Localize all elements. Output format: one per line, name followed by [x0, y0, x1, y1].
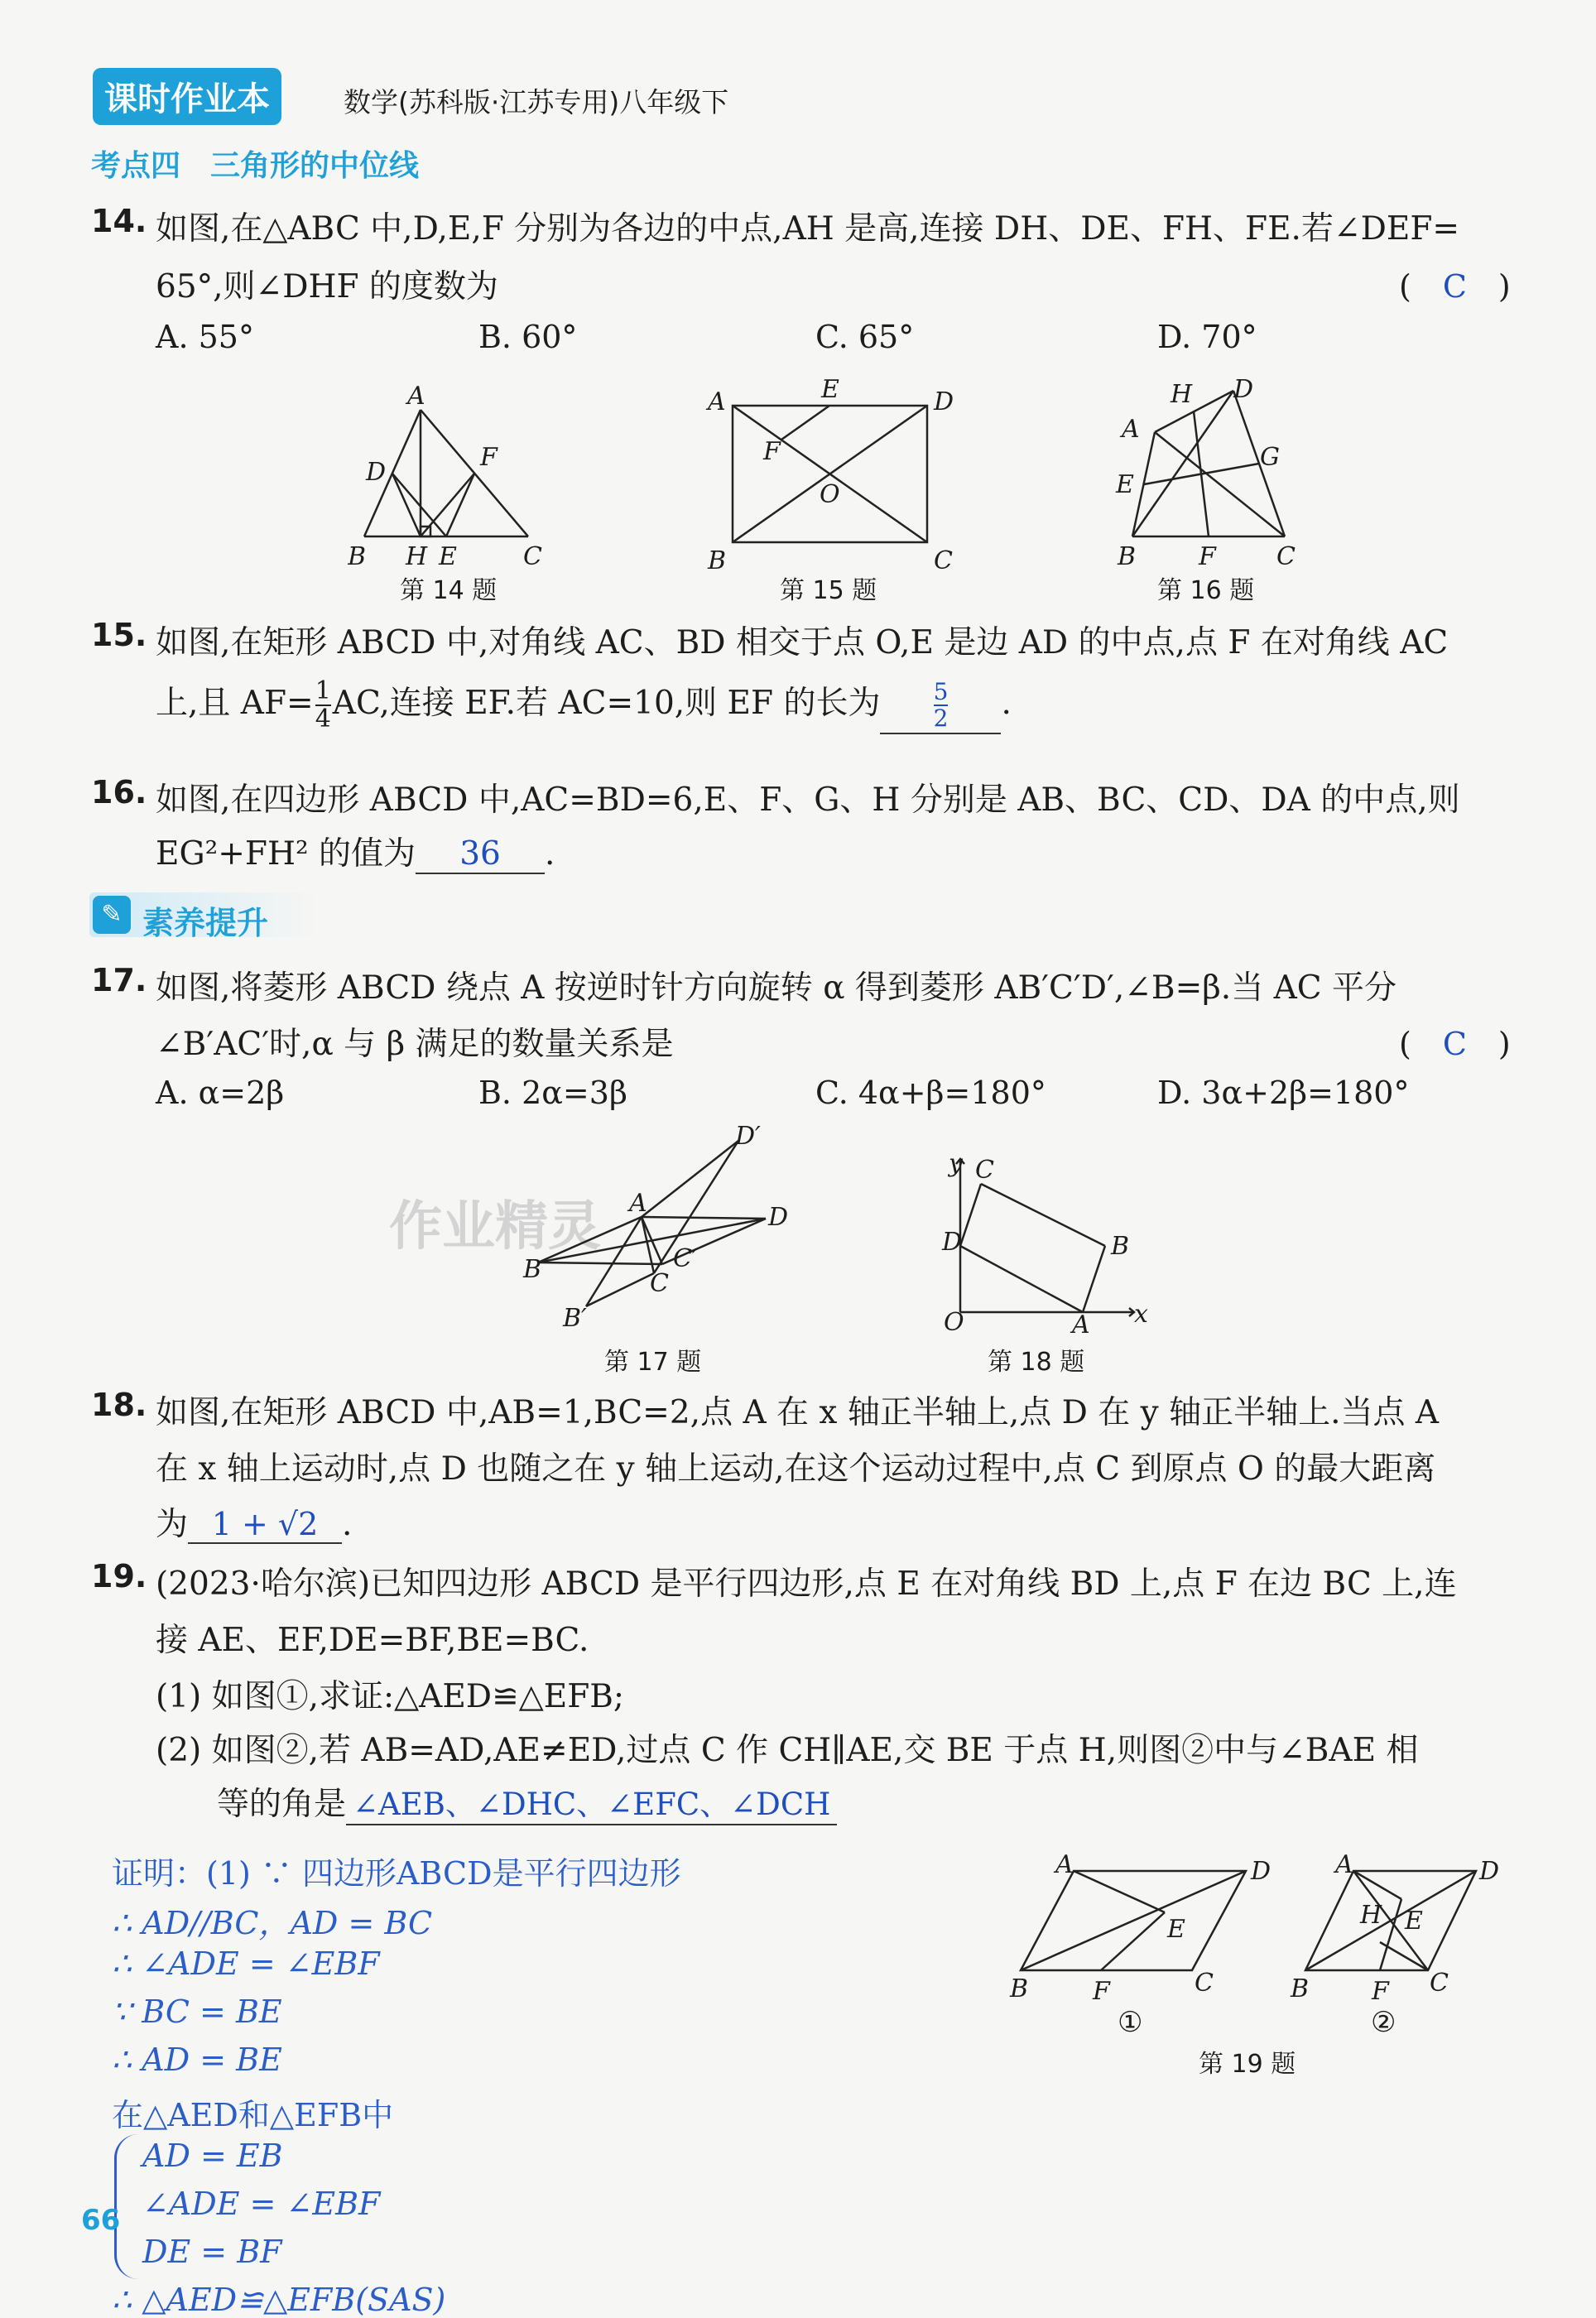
svg-text:D: D: [942, 1228, 963, 1257]
q19-text-1: (2023·哈尔滨)已知四边形 ABCD 是平行四边形,点 E 在对角线 BD 上,点 F 在边 BC 上,连: [156, 1565, 1457, 1603]
q15-text-2b: AC,连接 EF.若 AC=10,则 EF 的长为: [332, 685, 881, 722]
svg-text:C: C: [1276, 542, 1296, 571]
q18-number: 18.: [91, 1387, 147, 1423]
q15-number: 15.: [91, 617, 147, 653]
q14-answer: C: [1442, 268, 1467, 305]
svg-text:A: A: [629, 1189, 647, 1218]
svg-text:B′: B′: [563, 1304, 587, 1333]
figure-18: [935, 1147, 1159, 1341]
caption-14: 第 14 题: [400, 576, 498, 605]
figure-19-2: [1287, 1846, 1502, 2012]
svg-text:D: D: [768, 1203, 789, 1232]
svg-text:x: x: [1134, 1300, 1148, 1329]
svg-text:C: C: [1430, 1969, 1449, 1998]
svg-text:C: C: [975, 1156, 994, 1185]
svg-text:A: A: [1072, 1310, 1090, 1339]
q15-answer-blank: [880, 675, 1001, 734]
svg-text:A: A: [1122, 415, 1140, 444]
svg-text:H: H: [1360, 1901, 1382, 1930]
q15-text-1: 如图,在矩形 ABCD 中,对角线 AC、BD 相交于点 O,E 是边 AD 的中点,点 F 在对角线 AC: [156, 624, 1449, 661]
q14-text-1: 如图,在△ABC 中,D,E,F 分别为各边的中点,AH 是高,连接 DH、DE、FH、FE.若∠DEF=: [156, 210, 1460, 248]
svg-text:A: A: [1055, 1850, 1074, 1879]
q16-end: .: [545, 835, 555, 873]
proof-line-3: ∴ ∠ADE = ∠EBF: [112, 1945, 380, 1982]
figure-17: [513, 1126, 795, 1345]
q14-option-b: B. 60°: [478, 319, 578, 355]
q15-frac-den: 4: [315, 705, 331, 733]
proof-line-5: ∴ AD = BE: [112, 2041, 282, 2078]
q19-text-3-label: 等的角是: [217, 1786, 347, 1823]
svg-text:D: D: [1251, 1857, 1271, 1886]
proof-line-2: ∴ AD//BC，AD = BC: [112, 1905, 433, 1941]
q17-answer-paren: ( C ): [1399, 1026, 1511, 1062]
svg-text:B: B: [1010, 1974, 1029, 2003]
q15-ans-den: 2: [933, 705, 949, 732]
svg-text:G: G: [1260, 443, 1280, 472]
q17-option-c: C. 4α+β=180°: [815, 1075, 1046, 1111]
svg-text:C: C: [1195, 1969, 1214, 1998]
q17-answer: C: [1442, 1026, 1467, 1062]
figure-15: [695, 377, 960, 571]
svg-text:B: B: [1111, 1232, 1130, 1261]
svg-text:F: F: [480, 443, 498, 472]
q18-text-3: [156, 1498, 1513, 1545]
q19-answer: ∠AEB、∠DHC、∠EFC、∠DCH: [346, 1779, 837, 1825]
svg-text:D: D: [934, 387, 954, 416]
svg-text:D: D: [1233, 375, 1254, 404]
svg-text:A: A: [708, 387, 726, 416]
q17-number: 17.: [91, 962, 147, 998]
q18-text-3-label: 为: [156, 1506, 189, 1543]
svg-text:B: B: [348, 542, 367, 571]
brand-text: 课时作业本: [104, 80, 270, 118]
svg-text:C′: C′: [673, 1244, 698, 1273]
section-title-4: 考点四 三角形的中位线: [91, 149, 420, 183]
q19-part-2: (2) 如图②,若 AB=AD,AE≠ED,过点 C 作 CH∥AE,交 BE 于点 H,则图②中与∠BAE 相: [156, 1732, 1419, 1769]
figure-16: [1109, 373, 1316, 571]
q14-text-2: 65°,则∠DHF 的度数为: [156, 268, 498, 305]
svg-text:E: E: [1116, 470, 1134, 499]
q17-text-1: 如图,将菱形 ABCD 绕点 A 按逆时针方向旋转 α 得到菱形 AB′C′D′,∠B=β.当 AC 平分: [156, 969, 1396, 1007]
svg-text:D′: D′: [735, 1126, 761, 1151]
svg-text:y: y: [949, 1149, 963, 1178]
q15-frac-num: 1: [315, 676, 331, 705]
q18-end: .: [342, 1506, 353, 1543]
caption-19: 第 19 题: [1199, 2050, 1296, 2079]
caption-circle-1: ①: [1118, 2006, 1143, 2039]
svg-text:B: B: [523, 1255, 542, 1284]
svg-text:A: A: [1335, 1850, 1353, 1879]
q14-option-a: A. 55°: [156, 319, 254, 355]
q19-text-3: [217, 1778, 1574, 1825]
page-number: 66: [81, 2204, 121, 2237]
svg-text:C: C: [934, 546, 953, 571]
q14-answer-paren: ( C ): [1399, 268, 1511, 305]
figure-19-1: [1006, 1846, 1271, 2012]
pencil-icon: ✎: [93, 896, 131, 934]
svg-text:H: H: [1171, 380, 1193, 409]
svg-text:B: B: [1291, 1974, 1310, 2003]
q19-part-1: (1) 如图①,求证:△AED≌△EFB;: [156, 1678, 625, 1715]
figure-14: [348, 381, 563, 571]
q19-text-2: 接 AE、EF,DE=BF,BE=BC.: [156, 1622, 589, 1659]
q19-number: 19.: [91, 1558, 147, 1594]
q15-text-2: [156, 675, 1513, 734]
caption-18: 第 18 题: [988, 1348, 1085, 1377]
watermark: 作业精灵: [389, 1196, 601, 1258]
q14-number: 14.: [91, 203, 147, 239]
proof-line-8: ∠ADE = ∠EBF: [142, 2186, 381, 2222]
svg-text:O: O: [944, 1308, 964, 1337]
caption-16: 第 16 题: [1157, 576, 1255, 605]
q14-option-d: D. 70°: [1157, 319, 1257, 355]
proof-line-4: ∵ BC = BE: [112, 1993, 282, 2030]
svg-text:C: C: [523, 542, 542, 571]
caption-15: 第 15 题: [780, 576, 877, 605]
svg-text:D: D: [366, 458, 387, 487]
proof-line-1: 证明：(1) ∵ 四边形ABCD是平行四边形: [112, 1855, 681, 1892]
q15-text-2a: 上,且 AF=: [156, 685, 314, 722]
proof-line-7: AD = EB: [142, 2138, 283, 2174]
q15-answer-fraction: [934, 680, 949, 731]
q16-number: 16.: [91, 774, 147, 810]
svg-text:O: O: [820, 480, 840, 509]
svg-text:B: B: [708, 546, 727, 571]
proof-line-9: DE = BF: [142, 2234, 282, 2270]
svg-text:B: B: [1118, 542, 1137, 571]
q17-option-d: D. 3α+2β=180°: [1157, 1075, 1410, 1111]
q17-option-b: B. 2α=3β: [478, 1075, 627, 1111]
q16-text-1: 如图,在四边形 ABCD 中,AC=BD=6,E、F、G、H 分别是 AB、BC、CD、DA 的中点,则: [156, 781, 1460, 819]
svg-text:D: D: [1479, 1857, 1500, 1886]
svg-text:E: E: [1405, 1907, 1423, 1936]
caption-circle-2: ②: [1371, 2006, 1396, 2039]
section-title-5: 素养提升: [142, 905, 269, 941]
q16-answer: 36: [416, 835, 545, 874]
q18-text-1: 如图,在矩形 ABCD 中,AB=1,BC=2,点 A 在 x 轴正半轴上,点 D 在 y 轴正半轴上.当点 A: [156, 1394, 1440, 1431]
q15-fraction: [315, 678, 331, 733]
svg-text:F: F: [1372, 1977, 1389, 2006]
q18-answer: 1 + √2: [188, 1506, 342, 1544]
q17-option-a: A. α=2β: [156, 1075, 285, 1111]
svg-text:F: F: [763, 437, 781, 466]
book-subtitle: 数学(苏科版·江苏专用)八年级下: [344, 86, 729, 118]
proof-line-10: ∴ △AED≌△EFB(SAS): [112, 2282, 446, 2318]
svg-text:F: F: [1093, 1977, 1110, 2006]
q14-option-c: C. 65°: [815, 319, 915, 355]
q16-text-2-label: EG²+FH² 的值为: [156, 835, 416, 873]
q18-text-2: 在 x 轴上运动时,点 D 也随之在 y 轴上运动,在这个运动过程中,点 C 到原点 O 的最大距离: [156, 1450, 1436, 1488]
svg-text:A: A: [407, 382, 425, 411]
svg-text:F: F: [1199, 542, 1216, 571]
q15-ans-num: 5: [933, 678, 949, 705]
svg-text:E: E: [439, 542, 457, 571]
q16-text-2: [156, 828, 1513, 874]
svg-text:H: H: [406, 542, 428, 571]
svg-text:E: E: [821, 377, 839, 404]
caption-17: 第 17 题: [604, 1348, 702, 1377]
svg-text:E: E: [1167, 1915, 1185, 1944]
q17-text-2: ∠B′AC′时,α 与 β 满足的数量关系是: [156, 1026, 674, 1063]
brand-logo: [93, 68, 281, 125]
proof-line-6: 在△AED和△EFB中: [112, 2097, 394, 2133]
svg-text:C: C: [650, 1269, 669, 1298]
q15-end: .: [1001, 685, 1012, 722]
